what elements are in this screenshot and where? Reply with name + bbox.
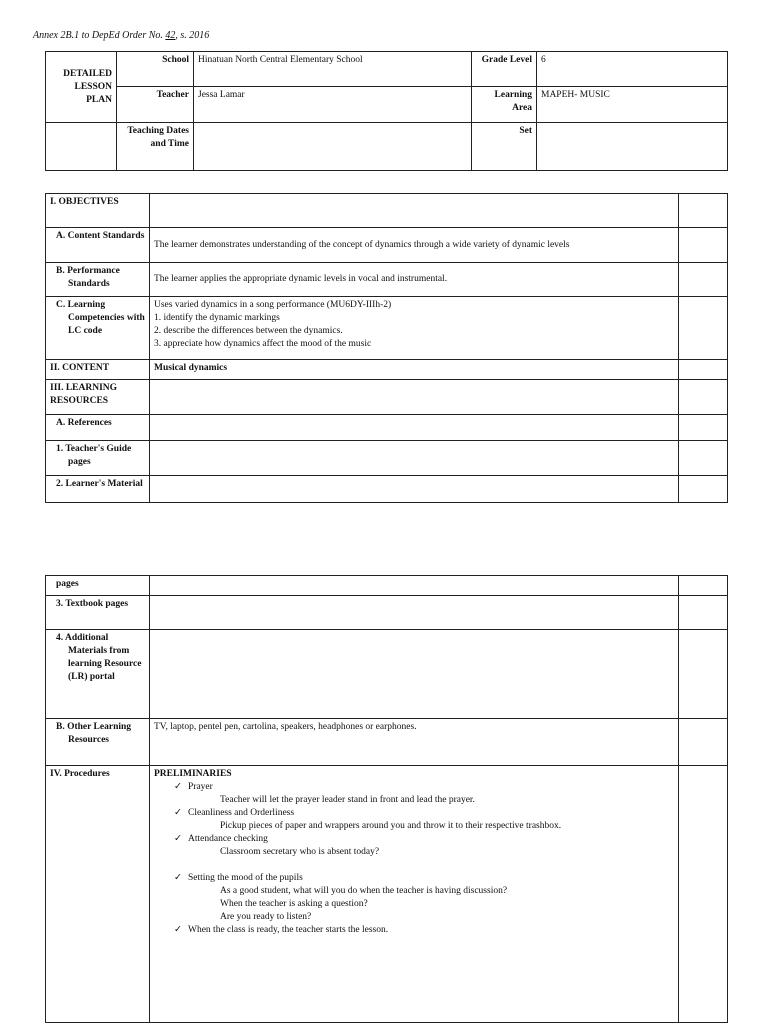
check-icon: ✓ bbox=[174, 808, 182, 818]
references-value bbox=[150, 415, 679, 441]
attendance-item bbox=[154, 833, 674, 846]
learning-resources-value bbox=[150, 380, 679, 415]
performance-standards-label: B. Performance Standards bbox=[46, 263, 150, 297]
annex-order-number: 42 bbox=[165, 30, 176, 41]
objectives-notes bbox=[679, 194, 728, 228]
check-icon: ✓ bbox=[174, 925, 182, 935]
lc-line: 2. describe the differences between the dynamics. bbox=[154, 326, 343, 336]
school-value: Hinatuan North Central Elementary School bbox=[194, 52, 472, 87]
additional-materials-label: 4. Additional Materials from learning Resource (LR) portal bbox=[46, 630, 150, 719]
ready-item bbox=[154, 924, 674, 937]
learners-material-label: 2. Learner's Material bbox=[46, 476, 150, 503]
other-resources-value: TV, laptop, pentel pen, cartolina, speakers, headphones or earphones. bbox=[150, 719, 679, 766]
cleanliness-text: Cleanliness and Orderliness bbox=[188, 808, 295, 818]
objectives-table bbox=[45, 193, 728, 503]
learning-competencies-label: C. Learning Competencies with LC code bbox=[46, 297, 150, 360]
annex-reference bbox=[33, 30, 209, 41]
mood-line: As a good student, what will you do when the teacher is having discussion? bbox=[220, 886, 508, 896]
lm-pages-label: pages bbox=[46, 576, 150, 596]
content-notes bbox=[679, 360, 728, 380]
attendance-desc: Classroom secretary who is absent today? bbox=[220, 847, 380, 857]
check-icon: ✓ bbox=[174, 834, 182, 844]
references-notes bbox=[679, 415, 728, 441]
content-value: Musical dynamics bbox=[150, 360, 679, 380]
prayer-item bbox=[154, 781, 674, 794]
lc-line: 1. identify the dynamic markings bbox=[154, 313, 280, 323]
school-label: School bbox=[117, 52, 194, 87]
grade-value: 6 bbox=[537, 52, 728, 87]
learning-resources-heading: III. LEARNING RESOURCES bbox=[46, 380, 150, 415]
learning-competencies-notes bbox=[679, 297, 728, 360]
lc-line: 3. appreciate how dynamics affect the mood of the music bbox=[154, 339, 372, 349]
cleanliness-item bbox=[154, 807, 674, 820]
annex-prefix: Annex 2B.1 to DepEd Order No. bbox=[33, 30, 166, 41]
teachers-guide-notes bbox=[679, 441, 728, 476]
additional-materials-notes bbox=[679, 630, 728, 719]
content-standards-notes bbox=[679, 228, 728, 263]
prayer-desc: Teacher will let the prayer leader stand in front and lead the prayer. bbox=[220, 795, 475, 805]
learning-area-label: Learning Area bbox=[472, 87, 537, 123]
learning-competencies-value bbox=[150, 297, 679, 360]
objectives-heading: I. OBJECTIVES bbox=[46, 194, 150, 228]
learners-material-notes bbox=[679, 476, 728, 503]
teacher-label: Teacher bbox=[117, 87, 194, 123]
procedures-label: IV. Procedures bbox=[46, 766, 150, 1023]
content-standards-value: The learner demonstrates understanding of the concept of dynamics through a wide variety of dynamic levels bbox=[150, 228, 679, 263]
set-value bbox=[537, 123, 728, 171]
content-heading: II. CONTENT bbox=[46, 360, 150, 380]
header-table bbox=[45, 51, 728, 171]
annex-suffix: , s. 2016 bbox=[175, 30, 210, 41]
performance-standards-notes bbox=[679, 263, 728, 297]
preliminaries-title: PRELIMINARIES bbox=[154, 769, 232, 779]
ready-text: When the class is ready, the teacher starts the lesson. bbox=[188, 925, 389, 935]
teaching-dates-value bbox=[194, 123, 472, 171]
mood-text: Setting the mood of the pupils bbox=[188, 873, 303, 883]
prayer-text: Prayer bbox=[188, 782, 213, 792]
content-standards-label: A. Content Standards bbox=[46, 228, 150, 263]
other-resources-label: B. Other Learning Resources bbox=[46, 719, 150, 766]
textbook-pages-notes bbox=[679, 596, 728, 630]
additional-materials-value bbox=[150, 630, 679, 719]
teachers-guide-value bbox=[150, 441, 679, 476]
check-icon: ✓ bbox=[174, 873, 182, 883]
mood-item bbox=[154, 872, 674, 885]
teacher-value: Jessa Lamar bbox=[194, 87, 472, 123]
header-empty-cell bbox=[46, 123, 117, 171]
teachers-guide-label: 1. Teacher's Guide pages bbox=[46, 441, 150, 476]
set-label: Set bbox=[472, 123, 537, 171]
textbook-pages-value bbox=[150, 596, 679, 630]
lc-line: Uses varied dynamics in a song performance (MU6DY-IIIh-2) bbox=[154, 300, 392, 310]
learning-area-value: MAPEH- MUSIC bbox=[537, 87, 728, 123]
check-icon: ✓ bbox=[174, 782, 182, 792]
dlp-title: DETAILED LESSON PLAN bbox=[46, 52, 117, 123]
learning-resources-notes bbox=[679, 380, 728, 415]
other-resources-notes bbox=[679, 719, 728, 766]
performance-standards-value: The learner applies the appropriate dynamic levels in vocal and instrumental. bbox=[150, 263, 679, 297]
textbook-pages-label: 3. Textbook pages bbox=[46, 596, 150, 630]
references-label: A. References bbox=[46, 415, 150, 441]
grade-label: Grade Level bbox=[472, 52, 537, 87]
teaching-dates-label: Teaching Dates and Time bbox=[117, 123, 194, 171]
resources-procedures-table bbox=[45, 575, 728, 1023]
lm-pages-notes bbox=[679, 576, 728, 596]
cleanliness-desc: Pickup pieces of paper and wrappers around you and throw it to their respective trashbox. bbox=[220, 821, 562, 831]
learners-material-value bbox=[150, 476, 679, 503]
procedures-value bbox=[150, 766, 679, 1023]
procedures-notes bbox=[679, 766, 728, 1023]
mood-line: When the teacher is asking a question? bbox=[220, 899, 368, 909]
attendance-text: Attendance checking bbox=[188, 834, 268, 844]
objectives-value bbox=[150, 194, 679, 228]
lm-pages-value bbox=[150, 576, 679, 596]
mood-line: Are you ready to listen? bbox=[220, 912, 312, 922]
